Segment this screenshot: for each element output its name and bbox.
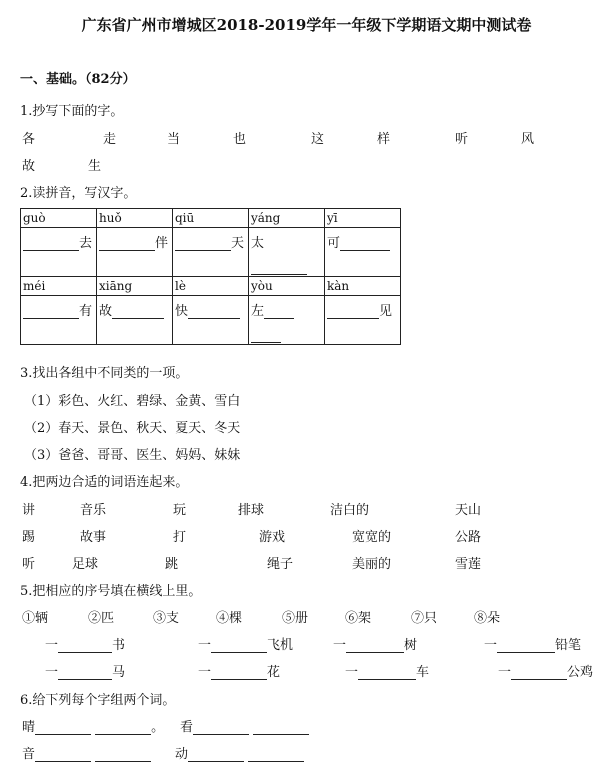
question-3-label: 3.找出各组中不同类的一项。 [20, 366, 189, 381]
option: ⑥架 [345, 611, 372, 626]
match-word: 讲 [22, 503, 36, 518]
match-word: 游戏 [259, 530, 286, 545]
copy-char: 样 [377, 132, 391, 147]
pinyin-cell: huǒ [97, 209, 173, 228]
copy-char: 当 [167, 132, 181, 147]
match-word: 公路 [455, 530, 482, 545]
fill-item[interactable]: 一 铅笔 [484, 638, 582, 653]
answer-cell[interactable]: 去 [21, 228, 97, 277]
question-6-label: 6.给下列每个字组两个词。 [20, 693, 176, 708]
fill-item[interactable]: 一 车 [345, 665, 430, 680]
option: ③支 [153, 611, 180, 626]
pinyin-cell: kàn [325, 277, 401, 296]
list-item: （2）春天、景色、秋天、夏天、冬天 [24, 421, 241, 436]
option: ②匹 [88, 611, 115, 626]
match-word: 踢 [22, 530, 36, 545]
word-group[interactable]: 看 [180, 716, 309, 735]
fill-item[interactable]: 一 树 [333, 638, 418, 653]
copy-char: 也 [233, 132, 247, 147]
pinyin-cell: yáng [249, 209, 325, 228]
match-word: 音乐 [80, 503, 107, 518]
section-heading: 一、基础。（82分） [20, 72, 136, 87]
match-word: 洁白的 [330, 503, 370, 518]
copy-char: 生 [88, 159, 102, 174]
list-item: （3）爸爸、哥哥、医生、妈妈、妹妹 [24, 448, 241, 463]
answer-cell[interactable]: 可 [325, 228, 401, 277]
fill-item[interactable]: 一 马 [45, 665, 126, 680]
copy-char: 这 [311, 132, 325, 147]
option: ⑧朵 [474, 611, 501, 626]
word-group[interactable]: 动 [175, 743, 304, 762]
pinyin-cell: lè [173, 277, 249, 296]
word-group[interactable]: 音 [22, 743, 151, 762]
match-word: 美丽的 [352, 557, 392, 572]
match-word: 足球 [72, 557, 99, 572]
pinyin-cell: xiāng [97, 277, 173, 296]
match-word: 绳子 [267, 557, 294, 572]
answer-cell[interactable]: 伴 [97, 228, 173, 277]
pinyin-cell: yòu [249, 277, 325, 296]
match-word: 天山 [455, 503, 482, 518]
answer-cell[interactable]: 太 [249, 228, 325, 277]
option: ④棵 [216, 611, 243, 626]
fill-item[interactable]: 一 书 [45, 638, 126, 653]
answer-cell[interactable]: 见 [325, 296, 401, 345]
answer-cell[interactable]: 左 [249, 296, 325, 345]
copy-char: 各 [22, 132, 36, 147]
question-4-label: 4.把两边合适的词语连起来。 [20, 475, 189, 490]
question-5-label: 5.把相应的序号填在横线上里。 [20, 584, 202, 599]
match-word: 宽宽的 [352, 530, 392, 545]
list-item: （1）彩色、火红、碧绿、金黄、雪白 [24, 394, 241, 409]
pinyin-cell: qiū [173, 209, 249, 228]
answer-cell[interactable]: 快 [173, 296, 249, 345]
question-2-label: 2.读拼音，写汉字。 [20, 186, 137, 201]
fill-item[interactable]: 一 公鸡 [498, 665, 594, 680]
copy-char: 故 [22, 159, 36, 174]
pinyin-table [20, 208, 401, 345]
match-word: 雪莲 [455, 557, 482, 572]
match-word: 跳 [165, 557, 179, 572]
option: ⑤册 [282, 611, 309, 626]
option: ⑦只 [411, 611, 438, 626]
match-word: 玩 [173, 503, 187, 518]
match-word: 听 [22, 557, 36, 572]
fill-item[interactable]: 一 飞机 [198, 638, 294, 653]
pinyin-cell: guò [21, 209, 97, 228]
answer-cell[interactable]: 故 [97, 296, 173, 345]
answer-cell[interactable]: 天 [173, 228, 249, 277]
match-word: 排球 [238, 503, 265, 518]
match-word: 打 [173, 530, 187, 545]
word-group[interactable]: 晴 。 [22, 720, 165, 735]
copy-char: 风 [521, 132, 535, 147]
page-title: 广东省广州市增城区2018-2019学年一年级下学期语文期中测试卷 [81, 16, 532, 34]
pinyin-cell: méi [21, 277, 97, 296]
copy-char: 走 [103, 132, 117, 147]
copy-char: 听 [455, 132, 469, 147]
pinyin-cell: yī [325, 209, 401, 228]
option: ①辆 [22, 611, 49, 626]
answer-cell[interactable]: 有 [21, 296, 97, 345]
match-word: 故事 [80, 530, 107, 545]
fill-item[interactable]: 一 花 [198, 665, 281, 680]
question-1-label: 1.抄写下面的字。 [20, 104, 124, 119]
